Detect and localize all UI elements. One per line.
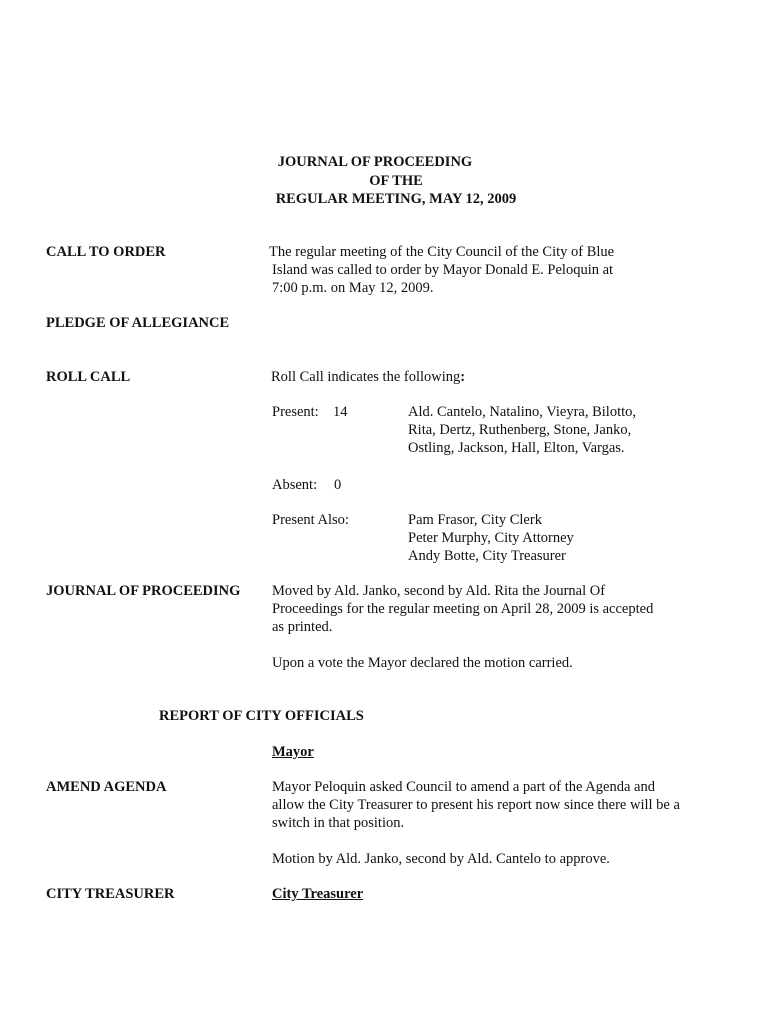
amend-agenda-line1: Mayor Peloquin asked Council to amend a part of the Agenda and xyxy=(272,779,655,795)
city-treasurer-subheading: City Treasurer xyxy=(272,886,364,902)
roll-call-intro-colon: : xyxy=(460,369,466,385)
report-heading: REPORT OF CITY OFFICIALS xyxy=(159,708,364,724)
doc-title-line3: REGULAR MEETING, MAY 12, 2009 xyxy=(275,191,517,207)
journal-vote: Upon a vote the Mayor declared the motion carried. xyxy=(272,655,573,671)
present-count: 14 xyxy=(333,404,348,420)
amend-agenda-line2: allow the City Treasurer to present his report now since there will be a xyxy=(272,797,680,813)
journal-heading: JOURNAL OF PROCEEDING xyxy=(46,583,241,599)
absent-count: 0 xyxy=(334,477,342,493)
amend-agenda-line3: switch in that position. xyxy=(272,815,405,831)
present-names-line3: Ostling, Jackson, Hall, Elton, Vargas. xyxy=(408,440,625,456)
journal-line2: Proceedings for the regular meeting on April 28, 2009 is accepted xyxy=(272,601,654,617)
present-also-label: Present Also: xyxy=(272,512,349,528)
journal-line1: Moved by Ald. Janko, second by Ald. Rita the Journal Of xyxy=(272,583,606,599)
roll-call-intro xyxy=(271,368,465,386)
city-treasurer-heading: CITY TREASURER xyxy=(46,886,175,902)
call-to-order-line1: The regular meeting of the City Council of the City of Blue xyxy=(269,244,615,260)
call-to-order-heading: CALL TO ORDER xyxy=(46,244,166,260)
present-names-line1: Ald. Cantelo, Natalino, Vieyra, Bilotto, xyxy=(408,404,637,420)
present-also-line2: Peter Murphy, City Attorney xyxy=(408,530,574,546)
call-to-order-line2: Island was called to order by Mayor Donald E. Peloquin at xyxy=(272,262,614,278)
pledge-heading: PLEDGE OF ALLEGIANCE xyxy=(46,315,230,331)
present-names-line2: Rita, Dertz, Ruthenberg, Stone, Janko, xyxy=(408,422,632,438)
present-also-line3: Andy Botte, City Treasurer xyxy=(408,548,566,564)
amend-agenda-motion: Motion by Ald. Janko, second by Ald. Cantelo to approve. xyxy=(272,851,610,867)
journal-line3: as printed. xyxy=(272,619,333,635)
roll-call-heading: ROLL CALL xyxy=(46,369,131,385)
call-to-order-line3: 7:00 p.m. on May 12, 2009. xyxy=(272,280,434,296)
roll-call-intro-text: Roll Call indicates the following xyxy=(271,369,461,385)
amend-agenda-heading: AMEND AGENDA xyxy=(46,779,167,795)
mayor-subheading: Mayor xyxy=(272,744,314,760)
doc-title-line2: OF THE xyxy=(369,173,423,189)
absent-label: Absent: xyxy=(272,477,318,493)
present-label: Present: xyxy=(272,404,319,420)
present-also-line1: Pam Frasor, City Clerk xyxy=(408,512,542,528)
doc-title-line1: JOURNAL OF PROCEEDING xyxy=(277,154,473,170)
